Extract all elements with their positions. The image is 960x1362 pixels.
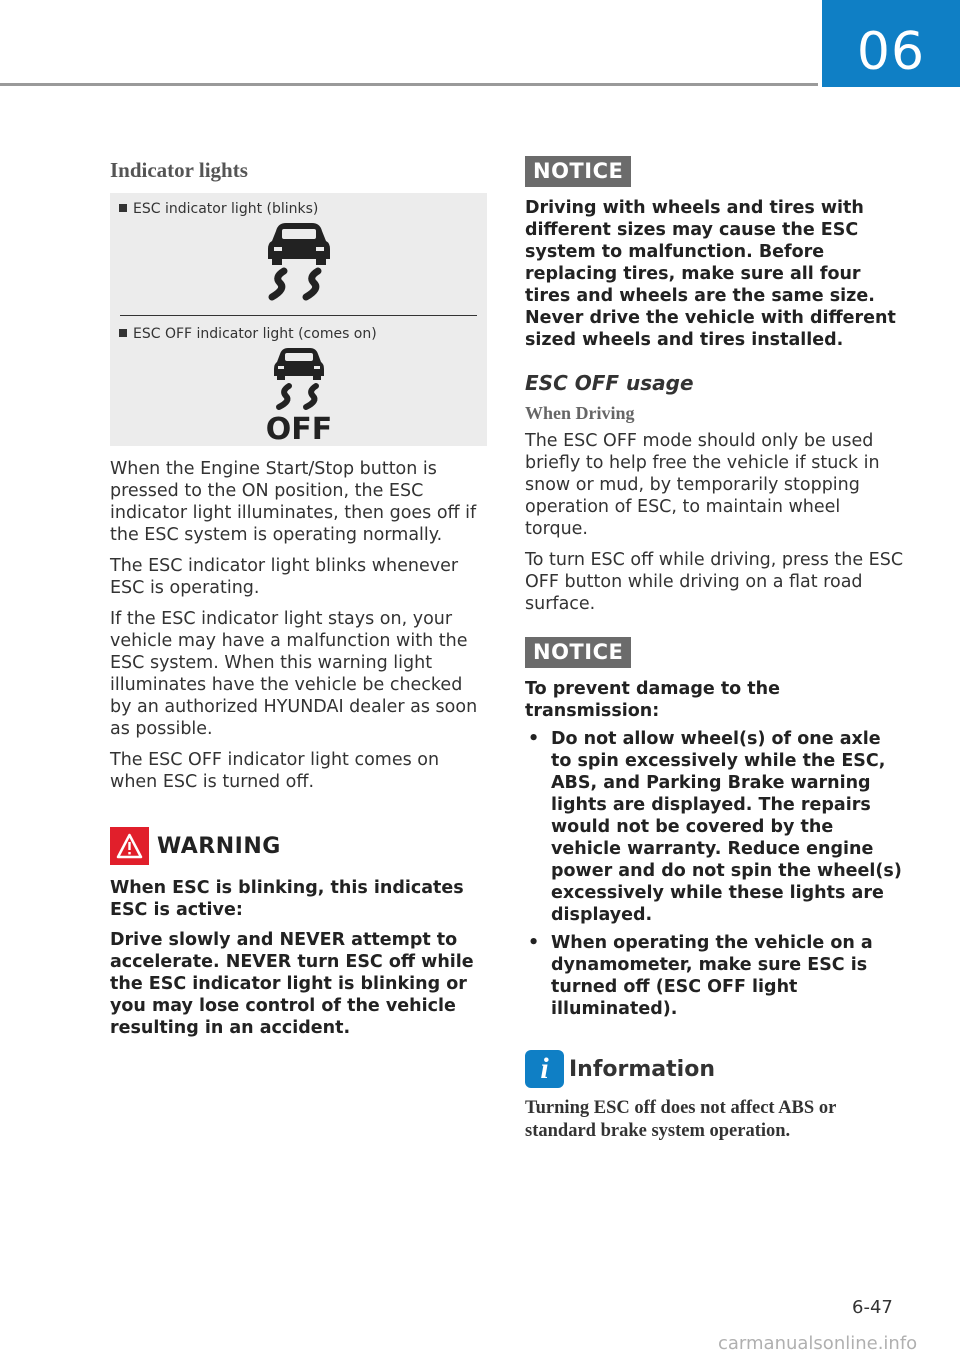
chapter-tab [822,0,960,87]
list-item: • When operating the vehicle on a dynamometer, make sure ESC is turned off (ESC OFF light illuminated). [528,933,873,1019]
paragraph: To turn ESC off while driving, press the ESC OFF button while driving on a flat road surface. [525,550,904,614]
square-bullet-icon [119,329,127,337]
watermark: carmanualsonline.info [718,1333,918,1354]
esc-off-indicator-icon [256,344,342,444]
indicator-divider [120,315,477,316]
right-column [525,156,905,1143]
off-label: OFF [265,412,332,444]
section-title: Indicator lights [110,158,248,182]
indicator-box [110,193,487,446]
page-number: 6-47 [852,1297,893,1318]
notice-text: Driving with wheels and tires with different sizes may cause the ESC system to malfunction. Before replacing tires, make sure all four tires and wheels are the same size. Never drive the vehicle with different sized wheels and tires installed. [525,198,896,350]
header-rule [0,83,818,86]
paragraph: The ESC OFF mode should only be used briefly to help free the vehicle if stuck in snow or mud, by temporarily stopping operation of ESC, to maintain wheel torque. [525,431,880,539]
subsection-title: ESC OFF usage [525,371,694,395]
paragraph: When the Engine Start/Stop button is pressed to the ON position, the ESC indicator light illuminates, then goes off if the ESC system is operating normally. [110,459,477,545]
notice-bullet-list [525,728,905,1020]
left-column [110,158,488,1039]
subsubsection-title: When Driving [525,403,635,423]
warning-paragraph: When ESC is blinking, this indicates ESC is active: [110,878,464,920]
notice-intro: To prevent damage to the transmission: [525,679,780,721]
paragraph: The ESC OFF indicator light comes on when ESC is turned off. [110,750,440,792]
warning-triangle-icon [110,827,149,865]
chapter-number: 06 [856,22,926,82]
list-item: • Do not allow wheel(s) of one axle to spin excessively while the ESC, ABS, and Parking Brake warning lights are displayed. The repairs would not be covered by the vehicle warranty. Reduce engine power and do not spin the wheel(s) excessively while these lights are displayed. [528,729,902,925]
information-text: Turning ESC off does not affect ABS or standard brake system operation. [525,1098,836,1141]
information-label: Information [569,1056,715,1082]
esc-indicator-icon [256,219,342,303]
indicator-caption: ESC indicator light (blinks) [110,193,487,219]
bullet-icon: • [528,729,540,749]
warning-label: WARNING [157,833,281,859]
bullet-icon: • [528,933,540,953]
notice-badge: NOTICE [525,156,631,187]
information-header [525,1050,905,1088]
notice-badge: NOTICE [525,637,631,668]
paragraph: The ESC indicator light blinks whenever ESC is operating. [110,556,459,598]
warning-body [110,877,488,1039]
info-icon: i [525,1050,564,1088]
body-text [110,458,488,793]
body-text [525,430,905,615]
paragraph: If the ESC indicator light stays on, your vehicle may have a malfunction with the ESC system. When this warning light illuminates have the vehicle be checked by an authorized HYUNDAI dealer as soon as possible. [110,609,478,739]
square-bullet-icon [119,204,127,212]
indicator-caption: ESC OFF indicator light (comes on) [110,318,487,344]
warning-paragraph: Drive slowly and NEVER attempt to accelerate. NEVER turn ESC off while the ESC indicator light is blinking or you may lose control of the vehicle resulting in an accident. [110,930,474,1038]
warning-header [110,827,488,865]
